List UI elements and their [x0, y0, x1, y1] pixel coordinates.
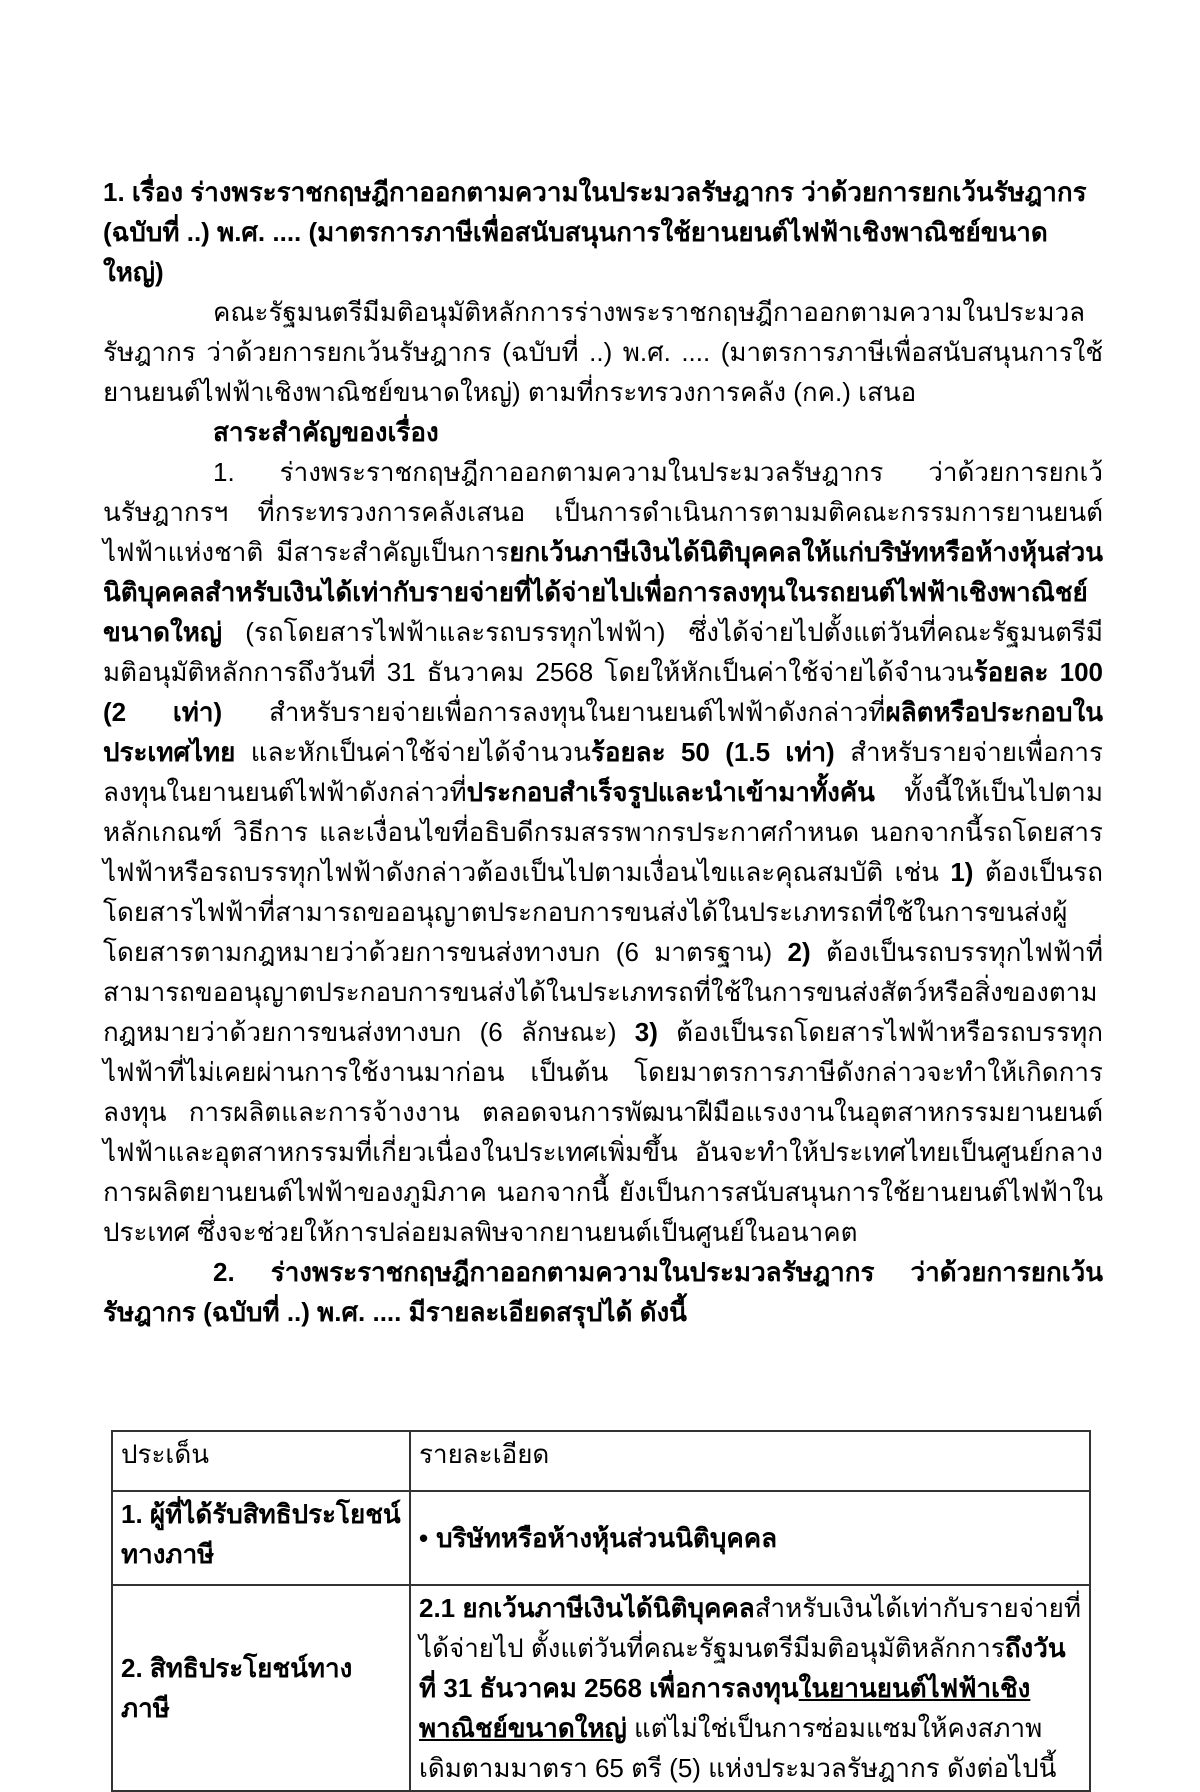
- text-run: ต้องเป็นรถบรรทุกไฟฟ้าที่สามารถขออนุญาตประกอบการขนส่งได้ในประเภทรถที่ใช้ในการขนส่งสัตว์หรือสิ่งของตามกฎหมายว่าด้วยการขนส่งทางบก (6 ลักษณะ): [103, 937, 1103, 1047]
- table-row: [112, 1491, 1090, 1585]
- text-run: และหักเป็นค่าใช้จ่ายได้จำนวน: [235, 737, 591, 767]
- table-header-row: [112, 1431, 1090, 1491]
- text-run: แต่ไม่ใช่เป็นการซ่อมแซมให้คงสภาพเดิมตามมาตรา 65 ตรี (5) แห่งประมวลรัษฎากร ดังต่อไปนี้: [419, 1713, 1057, 1783]
- bullet-icon: •: [419, 1523, 429, 1553]
- point-1-paragraph: [103, 452, 1103, 1252]
- text-run: ถึงวันที่ 31 ธันวาคม 2568 เพื่อการลงทุน: [419, 1633, 1066, 1703]
- text-run: ทั้งนี้ให้เป็นไปตามหลักเกณฑ์ วิธีการ และเงื่อนไขที่อธิบดีกรมสรรพากรประกาศกำหนด นอกจากนี้รถโดยสารไฟฟ้าหรือรถบรรทุกไฟฟ้าดังกล่าวต้องเป็นไปตามเงื่อนไขและคุณสมบัติ เช่น: [103, 777, 1103, 887]
- text-run: ร้อยละ 50 (1.5 เท่า): [590, 737, 835, 767]
- row1-detail-cell: [410, 1491, 1090, 1585]
- text-run: สำหรับรายจ่ายเพื่อการลงทุนในยานยนต์ไฟฟ้าดังกล่าวที่: [222, 697, 886, 727]
- text-run: 2): [787, 937, 811, 967]
- row1-topic-cell: 1. ผู้ที่ได้รับสิทธิประโยชน์ทางภาษี: [112, 1491, 410, 1585]
- point-2-paragraph: 2. ร่างพระราชกฤษฎีกาออกตามความในประมวลรัษฎากร ว่าด้วยการยกเว้นรัษฎากร (ฉบับที่ ..) พ.ศ. .... มีรายละเอียดสรุปได้ ดังนี้: [103, 1257, 1103, 1327]
- text-run: ต้องเป็นรถโดยสารไฟฟ้าหรือรถบรรทุกไฟฟ้าที่ไม่เคยผ่านการใช้งานมาก่อน เป็นต้น โดยมาตรการภาษีดังกล่าวจะทำให้เกิดการลงทุน การผลิตและการจ้างงาน ตลอดจนการพัฒนาฝีมือแรงงานในอุตสาหกรรมยานยนต์ไฟฟ้าและอุตสาหกรรมที่เกี่ยวเนื่องในประเทศเพิ่มขึ้น อันจะทำให้ประเทศไทยเป็นศูนย์กลางการผลิตยานยนต์ไฟฟ้าของภูมิภาค นอกจากนี้ ยังเป็นการสนับสนุนการใช้ยานยนต์ไฟฟ้าในประเทศ ซึ่งจะช่วยให้การปล่อยมลพิษจากยานยนต์เป็นศูนย์ในอนาคต: [103, 1017, 1104, 1247]
- text-run: 2.1 ยกเว้นภาษีเงินได้นิติบุคคล: [419, 1593, 755, 1623]
- table-row: [112, 1585, 1090, 1791]
- table-header-topic: ประเด็น: [112, 1431, 410, 1491]
- row2-detail-cell: [410, 1585, 1090, 1791]
- text-run: ประกอบสำเร็จรูปและนำเข้ามาทั้งคัน: [466, 777, 875, 807]
- row2-topic-cell: 2. สิทธิประโยชน์ทางภาษี: [112, 1585, 410, 1791]
- text-run: 1): [950, 857, 974, 887]
- summary-table: [111, 1430, 1091, 1792]
- text-run: ในยานยนต์ไฟฟ้าเชิงพาณิชย์ขนาดใหญ่: [419, 1673, 1031, 1743]
- intro-paragraph: คณะรัฐมนตรีมีมติอนุมัติหลักการร่างพระราชกฤษฎีกาออกตามความในประมวลรัษฎากร ว่าด้วยการยกเว้นรัษฎากร (ฉบับที่ ..) พ.ศ. .... (มาตรการภาษีเพื่อสนับสนุนการใช้ยานยนต์ไฟฟ้าเชิงพาณิชย์ขนาดใหญ่) ตามที่กระทรวงการคลัง (กค.) เสนอ: [103, 297, 1103, 407]
- text-run: 3): [634, 1017, 658, 1047]
- text-run: (รถโดยสารไฟฟ้าและรถบรรทุกไฟฟ้า) ซึ่งได้จ่ายไปตั้งแต่วันที่คณะรัฐมนตรีมีมติอนุมัติหลักการถึงวันที่ 31 ธันวาคม 2568 โดยให้หักเป็นค่าใช้จ่ายได้จำนวน: [103, 617, 1103, 687]
- text-run: ต้องเป็นรถโดยสารไฟฟ้าที่สามารถขออนุญาตประกอบการขนส่งได้ในประเภทรถที่ใช้ในการขนส่งผู้โดยสารตามกฎหมายว่าด้วยการขนส่งทางบก (6 มาตรฐาน): [103, 857, 1103, 967]
- document-title: 1. เรื่อง ร่างพระราชกฤษฎีกาออกตามความในประมวลรัษฎากร ว่าด้วยการยกเว้นรัษฎากร (ฉบับที่ ..) พ.ศ. .... (มาตรการภาษีเพื่อสนับสนุนการใช้ยานยนต์ไฟฟ้าเชิงพาณิชย์ขนาดใหญ่): [103, 177, 1087, 287]
- text-run: ยกเว้นภาษีเงินได้นิติบุคคลให้แก่บริษัทหรือห้างหุ้นส่วนนิติบุคคลสำหรับเงินได้เท่ากับรายจ่ายที่ได้จ่ายไปเพื่อการลงทุนในรถยนต์ไฟฟ้าเชิงพาณิชย์ขนาดใหญ่: [103, 537, 1103, 647]
- text-run: ผลิตหรือประกอบในประเทศไทย: [103, 697, 1103, 767]
- section-heading: สาระสำคัญของเรื่อง: [213, 417, 439, 447]
- text-run: สำหรับรายจ่ายเพื่อการลงทุนในยานยนต์ไฟฟ้าดังกล่าวที่: [103, 737, 1103, 807]
- text-run: 1. ร่างพระราชกฤษฎีกาออกตามความในประมวลรัษฎากร ว่าด้วยการยกเว้นรัษฎากรฯ ที่กระทรวงการคลังเสนอ เป็นการดำเนินการตามมติคณะกรรมการยานยนต์ไฟฟ้าแห่งชาติ มีสาระสำคัญเป็นการ: [103, 457, 1103, 567]
- table-header-detail: รายละเอียด: [410, 1431, 1090, 1491]
- text-run: สำหรับเงินได้เท่ากับรายจ่ายที่ได้จ่ายไป ตั้งแต่วันที่คณะรัฐมนตรีมีมติอนุมัติหลักการ: [419, 1593, 1081, 1663]
- row1-detail-text: บริษัทหรือห้างหุ้นส่วนนิติบุคคล: [436, 1523, 778, 1553]
- text-run: ร้อยละ 100 (2 เท่า): [103, 657, 1103, 727]
